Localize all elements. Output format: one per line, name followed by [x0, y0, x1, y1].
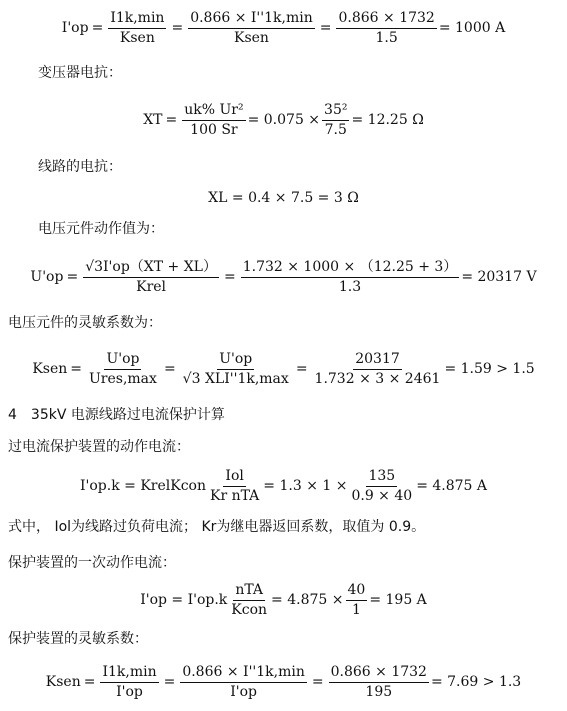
eq1-lhs: I'op	[61, 20, 89, 36]
eq2-fraction-1: $\frac{\text{uk\% Ur²}}{100 Sr}$	[184, 102, 244, 138]
label-sensitivity: 保护装置的灵敏系数：	[8, 631, 148, 647]
label-voltage-action: 电压元件动作值为：	[38, 221, 164, 237]
eq2-lhs: XT	[143, 112, 163, 128]
eq1-fraction-3: $\frac{0.866 \times 1732}{1.5}$	[338, 10, 435, 46]
label-primary-current: 保护装置的一次动作电流：	[8, 555, 176, 571]
equation-overcurrent	[0, 464, 567, 508]
eq5-fraction-2: $\frac{U'op}{\text{√3 XLI''1k,max}}$	[182, 351, 289, 387]
eq2-fraction-2: $\frac{\text{35²}}{7.5}$	[324, 102, 348, 138]
note-line: 式中， Iol为线路过负荷电流； Kr为继电器返回系数，取值为 0.9。	[8, 519, 426, 535]
equation-voltage-action: U'op = $\frac{√3I'op(XT + XL)}{\text{Krel}}$ = $\frac{1.732 \times 1000 \times (12.25 + 3)}{1.3}$ = 20317 V	[30, 259, 537, 295]
eq8-result: = 7.69 > 1.3	[430, 674, 522, 690]
eq7-result: = 195 A	[369, 592, 427, 608]
eq1-fraction-2: $\frac{0.866 \times I''1k,\min}{\text{Ksen}}$	[190, 10, 313, 46]
label-voltage-sensitivity: 电压元件的灵敏系数为：	[8, 315, 162, 331]
equation-primary-current	[0, 578, 567, 622]
eq8-lhs: Ksen	[45, 674, 81, 690]
eq4-lhs: U'op	[30, 269, 64, 285]
equation-transformer-reactance: XT = $\frac{\text{uk\% Ur²}}{100 Sr}$ = 0.075 × $\frac{\text{35²}}{7.5}$ = 12.25 Ω	[143, 102, 424, 138]
eq8-fraction-3: $\frac{0.866 \times 1732}{195}$	[330, 664, 427, 700]
eq8-fraction-2: $\frac{0.866 \times I''1k,\min}{I'op}$	[182, 664, 305, 700]
equation-sensitivity: Ksen = $\frac{I1k,\min}{I'op}$ = $\frac{0.866 \times I''1k,\min}{I'op}$ = $\frac{0.866 \times 1732}{195}$ = 7.69 > 1.3	[45, 664, 522, 700]
equation-line-reactance: XL = 0.4 × 7.5 = 3 Ω	[208, 190, 359, 206]
eq5-result: = 1.59 > 1.5	[444, 361, 535, 377]
eq6-fraction-2: $\frac{135}{0.9 \times 40}$	[351, 468, 413, 504]
eq4-fraction-2: $\frac{1.732 \times 1000 \times (12.25 + 3)}{1.3}$	[242, 259, 458, 295]
label-line-reactance: 线路的电抗：	[38, 159, 122, 175]
section-heading-4: 4 35kV 电源线路过电流保护计算	[8, 407, 225, 423]
eq7-fraction-1: $\frac{\text{nTA}}{\text{Kcon}}$	[231, 582, 268, 618]
eq6-fraction-1: $\frac{\text{Iol}}{\text{Kr nTA}}$	[209, 468, 260, 504]
eq6-lhs: I'op.k = KrelKcon	[79, 478, 206, 494]
eq2-mid: = 0.075 ×	[247, 112, 321, 128]
eq7-mid: = 4.875 ×	[271, 592, 344, 608]
eq1-fraction-1: $\frac{I1k,\min}{\text{Ksen}}$	[110, 10, 165, 46]
eq7-lhs: I'op = I'op.k	[140, 592, 228, 608]
eq4-result: = 20317 V	[461, 269, 537, 285]
eq8-fraction-1: $\frac{I1k,\min}{I'op}$	[102, 664, 157, 700]
eq2-result: = 12.25 Ω	[351, 112, 424, 128]
label-overcurrent: 过电流保护装置的动作电流：	[8, 439, 190, 455]
eq6-mid: = 1.3 × 1 ×	[263, 478, 348, 494]
eq7-fraction-2: $\frac{40}{1}$	[347, 582, 366, 618]
eq5-fraction-1: $\frac{U'op}{\text{Ures,max}}$	[89, 351, 157, 387]
eq5-fraction-3: $\frac{20317}{1.732 \times 3 \times 2461}$	[314, 351, 441, 387]
eq4-fraction-1: $\frac{√3I'op(XT + XL)}{\text{Krel}}$	[85, 259, 217, 295]
equation-voltage-sensitivity: Ksen = $\frac{U'op}{\text{Ures,max}}$ = $\frac{U'op}{\text{√3 XLI''1k,max}}$ = $\frac{20317}{1.732 \times 3 \times 2461}$ = 1.59 > 1.5	[32, 351, 535, 387]
eq5-lhs: Ksen	[32, 361, 68, 377]
eq1-result: = 1000 A	[438, 20, 506, 36]
equation-op-current: I'op = $\frac{I1k,\min}{\text{Ksen}}$ = $\frac{0.866 \times I''1k,\min}{\text{Ksen}}$ = $\frac{0.866 \times 1732}{1.5}$ = 1000 A	[61, 10, 506, 46]
label-transformer-reactance: 变压器电抗：	[38, 65, 122, 81]
eq6-result: = 4.875 A	[416, 478, 488, 494]
